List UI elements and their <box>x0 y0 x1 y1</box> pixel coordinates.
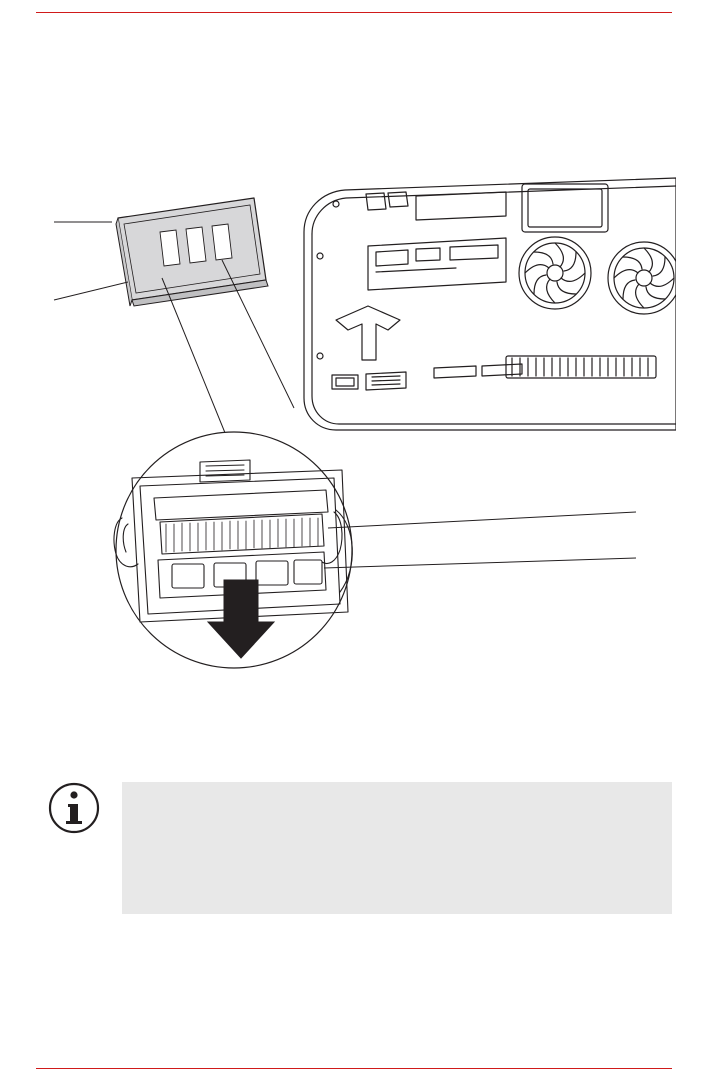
leader-line-lower-right <box>324 558 636 568</box>
leader-line-lower-left <box>54 282 128 300</box>
info-icon <box>48 782 100 834</box>
page-bottom-rule <box>36 1068 672 1069</box>
figure-memory-module-cover <box>36 160 676 690</box>
memory-module-cover <box>116 198 268 306</box>
note-box <box>122 782 672 914</box>
detail-circle <box>114 432 352 668</box>
leader-line-upper-right <box>328 512 636 528</box>
page-top-rule <box>36 12 672 13</box>
